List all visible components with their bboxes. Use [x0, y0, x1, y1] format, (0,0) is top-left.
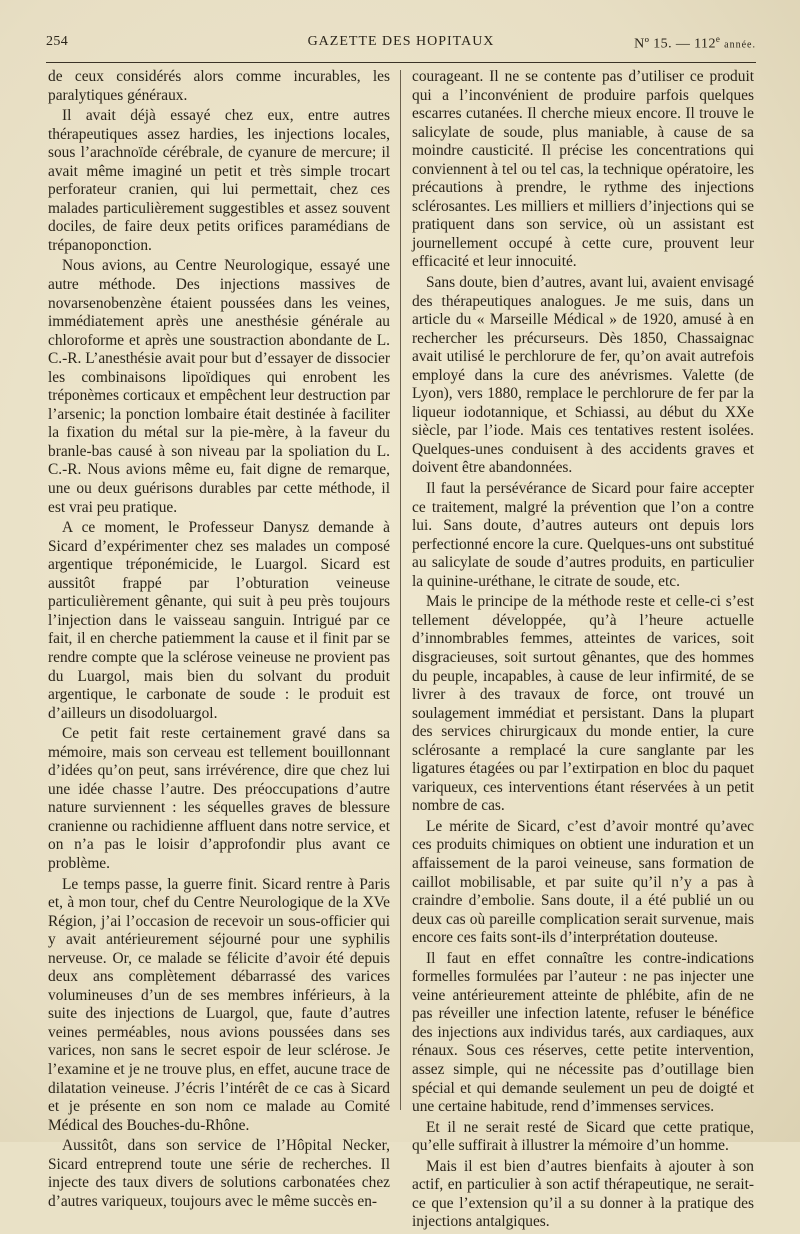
- paragraph: courageant. Il ne se contente pas d’utiliser ce produit qui a l’inconvénient de produire parfois quelques escarres cutanées. Il cherche mieux encore. Il trouve le salicylate de soude, plus maniable, à cause de sa moindre causticité. Il précise les concentrations qui conviennent à tel ou tel cas, la technique opératoire, les précautions à prendre, le rythme des injections sclérosantes. Les milliers et milliers d’injections qui se pratiquent dans son service, où un assistant est journellement occupé à cette cure, prouvent leur efficacité et leur innocuité.: [412, 68, 754, 271]
- paragraph: Nous avions, au Centre Neurologique, essayé une autre méthode. Des injections massives de novarsenobenzène étaient poussées dans les veines, immédiatement après une anesthésie générale au chloroforme et après une soustraction abondante de L. C.-R. L’anesthésie avait pour but d’essayer de dissocier les combinaisons lipoïdiques qui enrobent les tréponèmes corticaux et empêchent leur destruction par l’arsenic; la ponction lombaire était destinée à faciliter la fixation du métal sur la pie-mère, à la faveur du branle-bas causé à son niveau par la spoliation du L. C.-R. Nous avions même eu, fait digne de remarque, une ou deux guérisons durables par cette méthode, il est vrai peu pratique.: [48, 257, 390, 516]
- page-number: 254: [46, 34, 69, 49]
- paragraph: Il faut la persévérance de Sicard pour faire accepter ce traitement, malgré la prévention que l’on a contre lui. Sans doute, d’autres auteurs ont depuis lors perfectionné encore la cure. Quelques-uns ont substitué au salicylate de soude d’autres produits, en particulier la quinine-uréthane, le citrate de soude, etc.: [412, 480, 754, 590]
- issue-year-word: année.: [724, 39, 756, 51]
- paragraph: Sans doute, bien d’autres, avant lui, avaient envisagé des thérapeutiques analogues. Je me suis, dans un article du « Marseille Médical » de 1920, amusé à en rechercher les précurseurs. Dès 1850, Chassaignac avait utilisé le perchlorure de fer, qu’on avait autrefois employé dans la cure des anévrismes. Valette (de Lyon), vers 1880, remplace le perchlorure de fer par la liqueur iodotannique, et Schiassi, au début du XXe siècle, par l’iode. Mais ces tentatives restent isolées. Quelques-unes conduisent à des accidents graves et doivent être abandonnées.: [412, 274, 754, 477]
- paragraph: Il avait déjà essayé chez eux, entre autres thérapeutiques assez hardies, les injections locales, sous l’arachnoïde cérébrale, de cyanure de mercure; il avait même imaginé un petit et très simple trocart perforateur cranien, qui lui permettait, chez ces malades particulièrement suggestibles et assez souvent dociles, de faire deux petits orifices paramédians de trépanoponction.: [48, 107, 390, 254]
- issue-ordinal: e: [715, 34, 721, 44]
- header-rule: [46, 62, 756, 63]
- right-column: [412, 68, 754, 1234]
- issue-number: Nº 15. — 112: [634, 36, 716, 52]
- paragraph: Ce petit fait reste certainement gravé dans sa mémoire, mais son cerveau est tellement bouillonnant d’idées qu’on peut, sans irrévérence, dire que chez lui une idée chasse l’autre. Des préoccupations d’autre nature surviennent : les séquelles graves de blessure cranienne ou rachidienne affluent dans notre service, et on n’a pas le loisir d’approfondir plus avant ce problème.: [48, 725, 390, 872]
- issue-label: [634, 34, 756, 53]
- paragraph: Et il ne serait resté de Sicard que cette pratique, qu’elle suffirait à illustrer la mémoire d’un homme.: [412, 1118, 754, 1155]
- paragraph: Mais le principe de la méthode reste et celle-ci s’est tellement développée, qu’à l’heure actuelle d’innombrables femmes, atteintes de varices, soit disgracieuses, soit surtout gênantes, que des hommes du peuple, incapables, à cause de leur infirmité, de se livrer à des travaux de force, ont trouvé un soulagement immédiat et persistant. Dans la plupart des services chirurgicaux du monde entier, la cure sclérosante a remplacé la cure sanglante par les ligatures étagées ou par l’extirpation en bloc du paquet variqueux, ces interventions étant réservées à un petit nombre de cas.: [412, 593, 754, 815]
- paragraph: de ceux considérés alors comme incurables, les paralytiques généraux.: [48, 68, 390, 104]
- paragraph: Le mérite de Sicard, c’est d’avoir montré qu’avec ces produits chimiques on obtient une induration et un affaissement de la paroi veineuse, sans formation de caillot mobilisable, et par suite qu’il n’y a pas à craindre d’embolie. Sans doute, il a été publié un ou deux cas où pareille complication serait survenue, mais encore ces faits sont-ils d’interprétation douteuse.: [412, 817, 754, 947]
- paragraph: Aussitôt, dans son service de l’Hôpital Necker, Sicard entreprend toute une série de recherches. Il injecte des taux divers de solutions carbonatées chez d’autres variqueux, toujours avec le même succès en-: [48, 1137, 390, 1210]
- column-divider: [400, 70, 401, 1110]
- paragraph: Il faut en effet connaître les contre-indications formelles formulées par l’auteur : ne pas injecter une veine antérieurement atteinte de phlébite, afin de ne pas réveiller une infection latente, refuser le bénéfice des injections aux individus tarés, aux cardiaques, aux rénaux. Sous ces réserves, cette petite intervention, assez simple, qui ne nécessite pas d’outillage bien spécial et qui demande seulement un peu de doigté et une certaine habitude, rend d’immenses services.: [412, 949, 754, 1116]
- left-column: [48, 68, 390, 1213]
- journal-title: GAZETTE DES HOPITAUX: [307, 34, 495, 49]
- paragraph: A ce moment, le Professeur Danysz demande à Sicard d’expérimenter chez ses malades un composé argentique tréponémicide, le Luargol. Sicard est aussitôt frappé par l’obturation veineuse particulièrement gênante, qui suit à peu près toujours l’injection dans le vaisseau sanguin. Intrigué par ce fait, il en cherche patiemment la cause et il finit par se rendre compte que la sclérose veineuse ne provient pas du Luargol, mais bien du solvant du produit argentique, le carbonate de soude : le produit est d’ailleurs un disodoluargol.: [48, 519, 390, 722]
- running-header: [46, 34, 756, 58]
- paragraph: Le temps passe, la guerre finit. Sicard rentre à Paris et, à mon tour, chef du Centre Neurologique de la XVe Région, j’ai l’occasion de recevoir un sous-officier qui y avait antérieurement séjourné pour une syphilis nerveuse. Or, ce malade se félicite d’avoir été depuis deux ans complètement débarrassé des varices volumineuses d’un de ses membres inférieurs, à la suite des injections de Luargol, que, faute d’autres veines perméables, nous avions poussées dans ses varices, non sans le secret espoir de leur sclérose. Je l’examine et je ne trouve plus, en effet, aucune trace de dilatation veineuse. J’écris l’intérêt de ce cas à Sicard et je présente en son nom ce malade au Comité Médical des Bouches-du-Rhône.: [48, 875, 390, 1134]
- paragraph: Mais il est bien d’autres bienfaits à ajouter à son actif, en particulier à son actif thérapeutique, ne serait-ce que l’extension qu’il a su donner à la pratique des injections antalgiques.: [412, 1157, 754, 1231]
